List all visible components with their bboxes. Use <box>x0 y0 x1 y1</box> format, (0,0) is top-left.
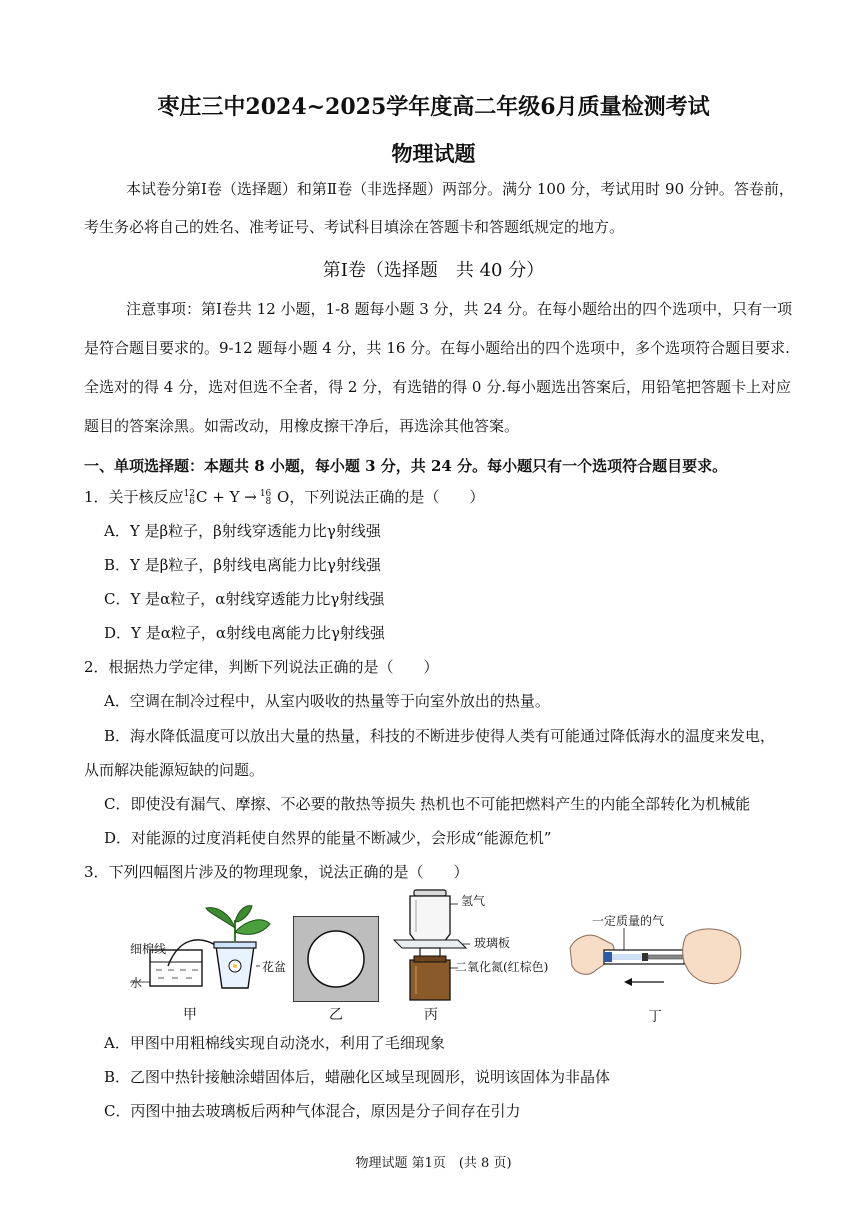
q3-option-b: B．乙图中热针接触涂蜡固体后，蜡融化区域呈现圆形，说明该固体为非晶体 <box>104 1068 611 1086</box>
q1-option-c: C．Y 是α粒子，α射线穿透能力比γ射线强 <box>104 590 385 608</box>
notes-line-3: 全选对的得 4 分，选对但选不全者，得 2 分，有选错的得 0 分.每小题选出答案后，用铅笔把答题卡上对应 <box>84 378 792 396</box>
intro-line-2: 考生务必将自己的姓名、准考证号、考试科目填涂在答题卡和答题纸规定的地方。 <box>84 218 625 236</box>
q1-option-a: A．Y 是β粒子，β射线穿透能力比γ射线强 <box>104 522 381 540</box>
exam-title: 枣庄三中2024~2025学年度高二年级6月质量检测考试 <box>157 94 710 120</box>
q1-reaction: C + Y → <box>196 488 257 506</box>
intro-line-1: 本试卷分第Ⅰ卷（选择题）和第Ⅱ卷（非选择题）两部分。满分 100 分，考试用时 90 分钟。答卷前， <box>126 180 794 198</box>
caption-jia: 甲 <box>183 1007 197 1023</box>
oxygen-atomic-number: 8 <box>265 497 272 507</box>
oxygen-mass-number: 16 <box>259 489 272 499</box>
q2-option-a: A．空调在制冷过程中，从室内吸收的热量等于向室外放出的热量。 <box>104 692 550 710</box>
label-hydrogen: 氢气 <box>461 894 486 908</box>
page-footer: 物理试题 第1页 (共 8 页) <box>355 1156 512 1171</box>
oxygen-nuclide-numbers <box>260 490 271 506</box>
q2-option-b-cont: 从而解决能源短缺的问题。 <box>84 761 265 779</box>
question-1-stem <box>84 486 484 507</box>
label-water: 水 <box>130 976 143 990</box>
q1-prefix: 1．关于核反应 <box>84 488 184 506</box>
notes-line-1: 注意事项：第Ⅰ卷共 12 小题，1-8 题每小题 3 分，共 24 分。在每小题给出的四个选项中，只有一项 <box>126 300 793 318</box>
notes-line-4: 题目的答案涂黑。如需改动，用橡皮擦干净后，再选涂其他答案。 <box>84 417 520 435</box>
label-no2: 二氧化氮(红棕色) <box>455 960 549 974</box>
section-title: 第Ⅰ卷（选择题 共 40 分） <box>322 260 545 281</box>
label-thread: 细棉线 <box>130 942 167 956</box>
question-2-stem: 2．根据热力学定律，判断下列说法正确的是（ ） <box>84 658 439 676</box>
q2-option-c: C．即使没有漏气、摩擦、不必要的散热等损失 热机也不可能把燃料产生的内能全部转化为机械能 <box>104 795 751 813</box>
caption-bing: 丙 <box>424 1007 438 1023</box>
q1-suffix: O，下列说法正确的是（ ） <box>272 488 485 506</box>
question-3-stem: 3．下列四幅图片涉及的物理现象，说法正确的是（ ） <box>84 863 469 881</box>
q2-option-b: B．海水降低温度可以放出大量的热量，科技的不断进步使得人类有可能通过降低海水的温度来发电， <box>104 727 776 745</box>
label-gas: 一定质量的气 <box>592 914 665 928</box>
figure-ding-syringe <box>568 918 744 1000</box>
carbon-nuclide-numbers <box>184 490 195 506</box>
q3-option-c: C．丙图中抽去玻璃板后两种气体混合，原因是分子间存在引力 <box>104 1102 521 1120</box>
figure-yi-wax-melt <box>293 916 379 1002</box>
subject-title: 物理试题 <box>391 141 476 166</box>
q3-option-a: A．甲图中用粗棉线实现自动浇水，利用了毛细现象 <box>104 1034 445 1052</box>
q1-option-b: B．Y 是β粒子，β射线电离能力比γ射线强 <box>104 556 382 574</box>
label-pot: 花盆 <box>262 960 287 974</box>
caption-yi: 乙 <box>329 1007 343 1023</box>
q1-option-d: D．Y 是α粒子，α射线电离能力比γ射线强 <box>104 624 385 642</box>
notes-line-2: 是符合题目要求的。9-12 题每小题 4 分，共 16 分。在每小题给出的四个选项中，多个选项符合题目要求. <box>84 339 790 357</box>
section-heading: 一、单项选择题：本题共 8 小题，每小题 3 分，共 24 分。每小题只有一个选项符合题目要求。 <box>84 457 728 475</box>
carbon-mass-number: 12 <box>183 489 195 499</box>
carbon-atomic-number: 6 <box>189 497 195 507</box>
caption-ding: 丁 <box>648 1009 662 1025</box>
label-glass-plate: 玻璃板 <box>474 936 511 950</box>
q2-option-d: D．对能源的过度消耗使自然界的能量不断减少，会形成“能源危机” <box>104 829 552 847</box>
